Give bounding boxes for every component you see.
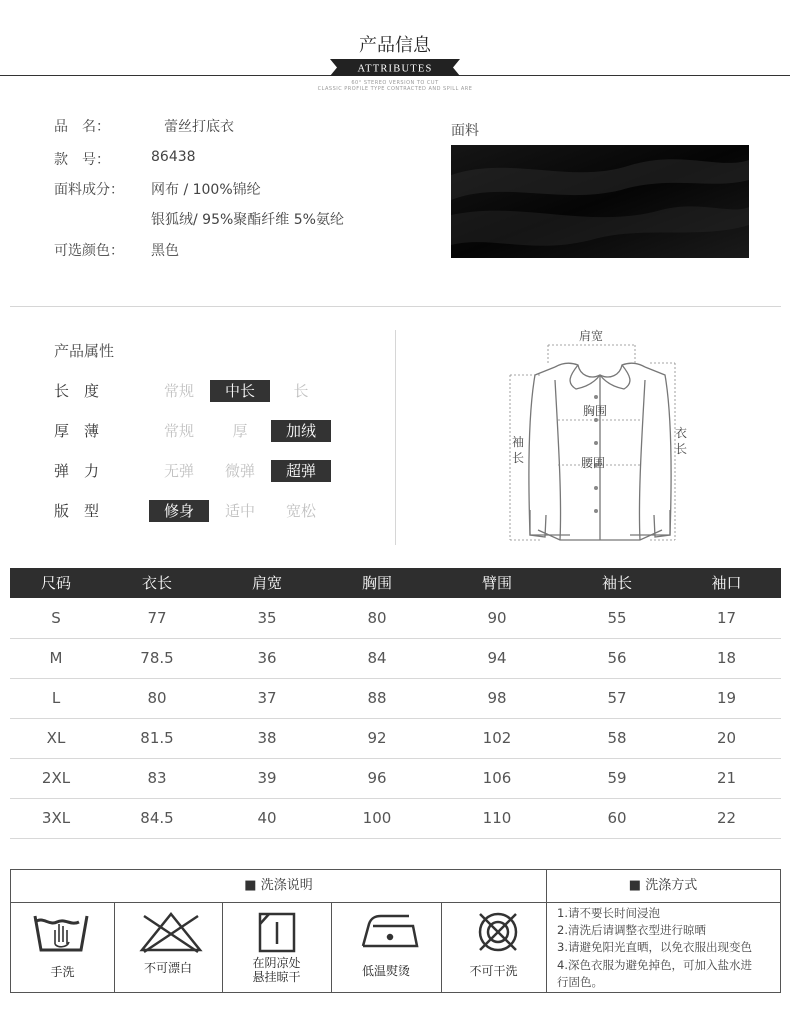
table-cell: 17: [716, 609, 737, 627]
hand-wash-label: 手洗: [50, 965, 75, 979]
table-cell: 106: [482, 769, 512, 787]
table-cell: M: [49, 649, 63, 667]
length-option-long: 长: [293, 382, 309, 400]
vertical-divider: [395, 330, 396, 545]
table-row: [10, 718, 781, 759]
header-cell: 尺码: [40, 574, 71, 592]
table-cell: L: [51, 689, 61, 707]
table-cell: 60: [607, 809, 627, 827]
thickness-option-fleece-selected: 加绒: [271, 420, 331, 442]
size-table-header: [10, 568, 781, 598]
low-iron-icon: [353, 910, 423, 955]
table-cell: 36: [257, 649, 277, 667]
header-cell: 袖长: [601, 574, 632, 592]
table-cell: 92: [367, 729, 387, 747]
table-cell: 59: [607, 769, 627, 787]
wash-divider: [114, 902, 115, 992]
header-subtitle-2: CLASSIC PROFILE TYPE CONTRACTED AND SPILL ARE: [317, 86, 473, 92]
wash-step: 行固色。: [557, 975, 603, 989]
table-cell: 58: [607, 729, 627, 747]
table-cell: 100: [362, 809, 392, 827]
table-row: [10, 758, 781, 799]
table-cell: 39: [257, 769, 277, 787]
table-cell: 56: [607, 649, 627, 667]
attr-label-thickness: 厚 薄: [54, 422, 100, 440]
wash-step: 4.深色衣服为避免掉色，可加入盐水进: [557, 958, 752, 972]
table-cell: 81.5: [140, 729, 174, 747]
elasticity-option-none: 无弹: [163, 462, 194, 480]
hand-wash-icon: [29, 910, 99, 955]
washing-instructions: [10, 869, 781, 993]
table-cell: 80: [147, 689, 167, 707]
wash-title-left: ■ 洗涤说明: [244, 878, 313, 893]
wash-divider: [441, 902, 442, 992]
info-label-style: 款 号：: [54, 152, 110, 168]
table-cell: 38: [257, 729, 277, 747]
info-value-name: 蕾丝打底衣: [164, 119, 234, 135]
no-bleach-label: 不可漂白: [143, 961, 192, 975]
table-cell: 102: [482, 729, 512, 747]
table-cell: XL: [46, 729, 66, 747]
low-iron-label: 低温熨烫: [361, 964, 410, 978]
header-cell: 衣长: [141, 574, 172, 592]
table-cell: 88: [367, 689, 387, 707]
header-cell: 肩宽: [251, 574, 282, 592]
hang-dry-shade-icon: [243, 910, 313, 955]
table-cell: 84: [367, 649, 387, 667]
table-cell: 3XL: [41, 809, 71, 827]
info-value-material-2: 银狐绒/ 95%聚酯纤维 5%氨纶: [151, 212, 344, 228]
table-cell: 84.5: [140, 809, 174, 827]
table-cell: S: [51, 609, 61, 627]
table-row: [10, 678, 781, 719]
wash-divider: [331, 902, 332, 992]
table-row: [10, 798, 781, 839]
diagram-label-length: 衣长: [675, 426, 688, 456]
table-cell: 80: [367, 609, 387, 627]
wash-step: 1.请不要长时间浸泡: [557, 906, 660, 920]
no-bleach-icon: [136, 910, 206, 955]
section-title: 产品信息: [359, 35, 431, 56]
table-cell: 110: [482, 809, 512, 827]
table-cell: 94: [487, 649, 507, 667]
table-cell: 77: [147, 609, 167, 627]
fit-option-regular: 适中: [224, 502, 255, 520]
header-cell: 袖口: [711, 574, 742, 592]
length-option-mid-selected: 中长: [210, 380, 270, 402]
shirt-measurement-diagram: [500, 325, 700, 547]
table-cell: 18: [716, 649, 737, 667]
table-cell: 35: [257, 609, 277, 627]
diagram-label-chest: 胸围: [583, 404, 608, 418]
table-row: [10, 598, 781, 639]
attr-label-fit: 版 型: [54, 502, 100, 520]
attributes-title: 产品属性: [54, 342, 115, 360]
table-cell: 98: [487, 689, 507, 707]
table-cell: 57: [607, 689, 627, 707]
fit-option-slim-selected: 修身: [149, 500, 209, 522]
table-cell: 22: [716, 809, 737, 827]
diagram-label-shoulder: 肩宽: [579, 329, 604, 343]
wash-divider: [11, 902, 780, 903]
no-dry-clean-label: 不可干洗: [469, 964, 518, 978]
table-cell: 21: [716, 769, 737, 787]
attr-label-elasticity: 弹 力: [54, 462, 100, 480]
info-value-material: 网布 / 100%锦纶: [151, 182, 261, 198]
header-subtitle: 60° STEREO VERSION TO CUT: [351, 80, 439, 86]
table-cell: 96: [367, 769, 387, 787]
table-cell: 83: [147, 769, 167, 787]
wash-title-right: ■ 洗涤方式: [628, 878, 698, 893]
diagram-label-waist: 腰围: [581, 456, 606, 470]
info-value-style: 86438: [151, 149, 196, 165]
elasticity-option-slight: 微弹: [224, 462, 255, 480]
ribbon-text: ATTRIBUTES: [357, 63, 433, 75]
fabric-label: 面料: [451, 123, 479, 139]
length-option-regular: 常规: [163, 382, 194, 400]
table-cell: 20: [716, 729, 737, 747]
info-label-name: 品 名：: [54, 119, 110, 135]
wash-step: 3.请避免阳光直晒，以免衣服出现变色: [557, 940, 752, 954]
table-cell: 37: [257, 689, 277, 707]
header-cell: 臂围: [481, 574, 512, 592]
info-label-color: 可选颜色：: [54, 243, 124, 259]
table-cell: 2XL: [41, 769, 71, 787]
table-row: [10, 638, 781, 679]
section-divider: [10, 306, 781, 307]
no-tumble-dry-icon: [463, 910, 533, 955]
table-cell: 78.5: [140, 649, 174, 667]
fabric-swatch-image: [451, 145, 749, 258]
thickness-option-thick: 厚: [232, 422, 248, 440]
table-cell: 90: [487, 609, 507, 627]
fit-option-loose: 宽松: [285, 502, 316, 520]
info-value-color: 黑色: [151, 243, 179, 259]
elasticity-option-super-selected: 超弹: [271, 460, 331, 482]
wash-step: 2.清洗后请调整衣型进行晾晒: [557, 923, 706, 937]
thickness-option-regular: 常规: [163, 422, 194, 440]
diagram-label-sleeve: 袖长: [512, 435, 525, 465]
attr-label-length: 长 度: [54, 382, 100, 400]
table-cell: 40: [257, 809, 277, 827]
attributes-ribbon: [330, 59, 460, 76]
table-cell: 55: [607, 609, 627, 627]
table-cell: 19: [716, 689, 737, 707]
info-label-material: 面料成分：: [54, 182, 124, 198]
header-cell: 胸围: [361, 574, 392, 592]
hang-dry-label: 在阴凉处 悬挂晾干: [252, 956, 301, 984]
